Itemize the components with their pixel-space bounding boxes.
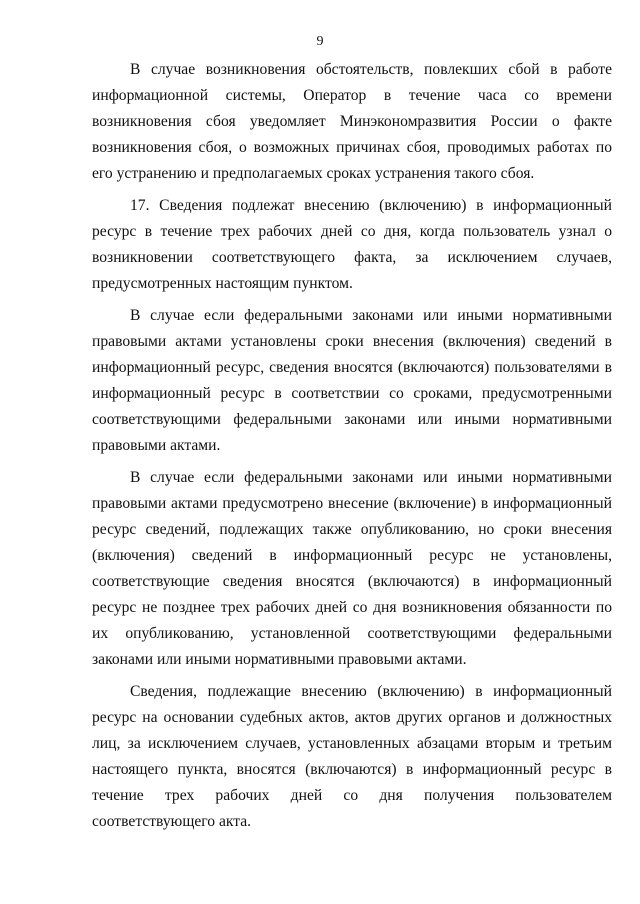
page-number: 9 (316, 34, 324, 49)
paragraph-item-17: 17. Сведения подлежат внесению (включению) в информационный ресурс в течение трех рабочих дней со дня, когда пользователь узнал о возникновении соответствующего факта, за исключением случаев, предусмотренных настоящим пунктом. (92, 197, 612, 292)
paragraph-system-failure: В случае возникновения обстоятельств, повлекших сбой в работе информационной системы, Оператор в течение часа со времени возникновения сбоя уведомляет Минэкономразвития России о факте возникновения сбоя, о возможных причинах сбоя, проводимых работах по его устранению и предполагаемых сроках устранения такого сбоя. (92, 61, 612, 182)
paragraph-court-acts: Сведения, подлежащие внесению (включению) в информационный ресурс на основании судебных актов, актов других органов и должностных лиц, за исключением случаев, установленных абзацами вторым и третьим настоящего пункта, вносятся (включаются) в информационный ресурс в течение трех рабочих дней со дня получения пользователем соответствующего акта. (92, 683, 612, 830)
document-body (92, 57, 612, 835)
paragraph-established-deadlines: В случае если федеральными законами или иными нормативными правовыми актами установлены сроки внесения (включения) сведений в информационный ресурс, сведения вносятся (включаются) пользователями в информационный ресурс в соответствии со сроками, предусмотренными соответствующими федеральными законами или иными нормативными правовыми актами. (92, 307, 612, 454)
paragraph-publication-obligation: В случае если федеральными законами или иными нормативными правовыми актами предусмотрено внесение (включение) в информационный ресурс сведений, подлежащих также опубликованию, но сроки внесения (включения) сведений в информационный ресурс не установлены, соответствующие сведения вносятся (включаются) в информационный ресурс не позднее трех рабочих дней со дня возникновения обязанности по их опубликованию, установленной соответствующими федеральными законами или иными нормативными правовыми актами. (92, 469, 612, 668)
